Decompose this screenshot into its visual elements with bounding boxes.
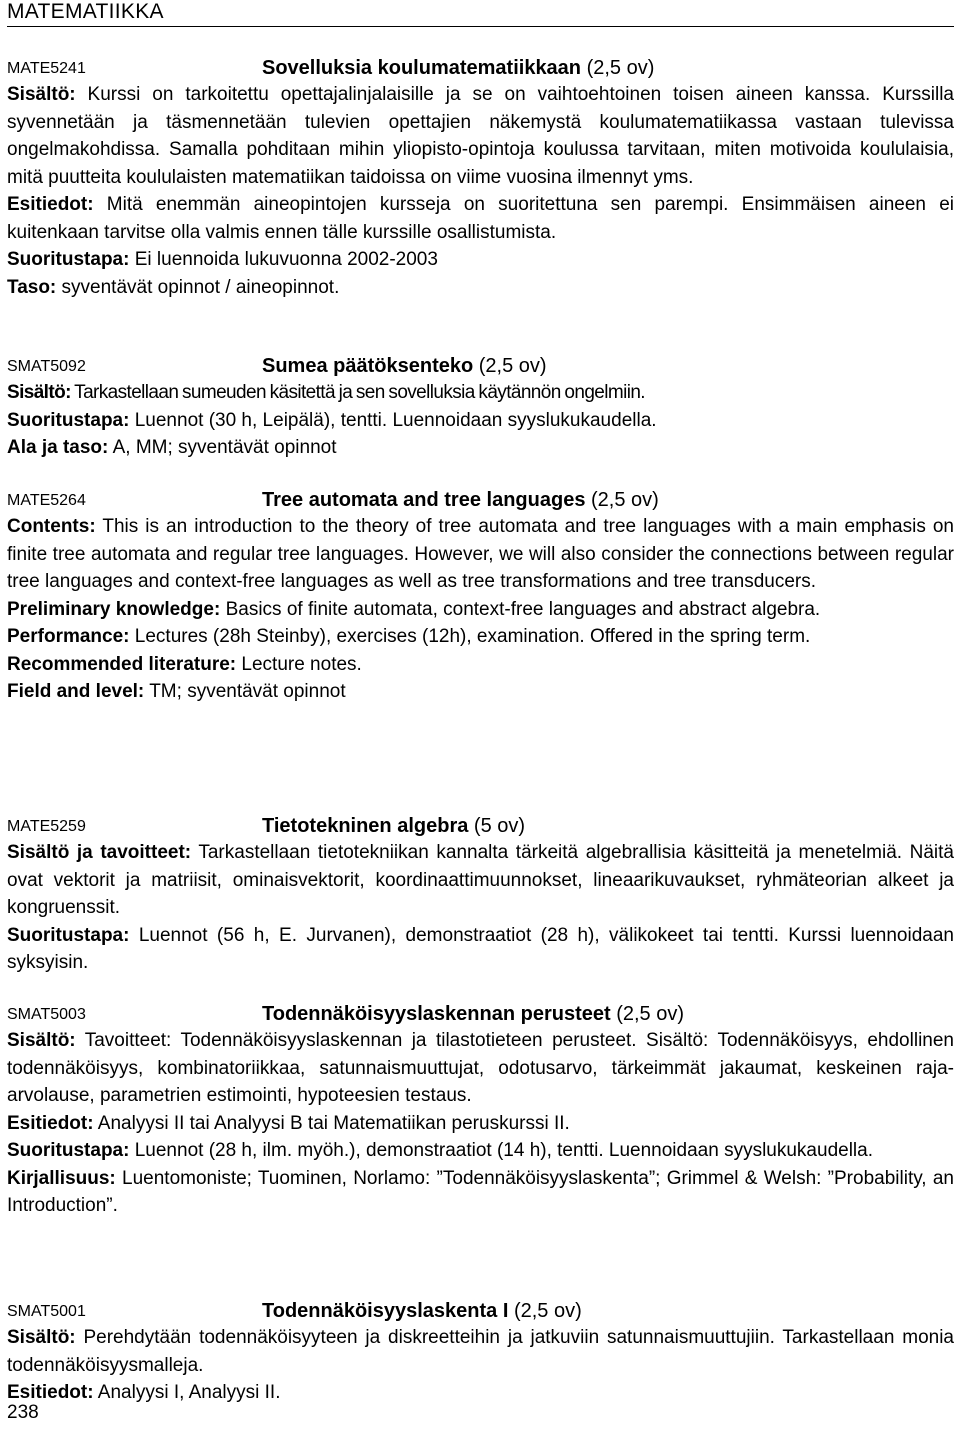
field-label: Suoritustapa: — [7, 249, 130, 270]
course-title: Todennäköisyyslaskennan perusteet — [262, 1003, 611, 1025]
field-label: Taso: — [7, 276, 57, 298]
course-code: SMAT5001 — [7, 1303, 86, 1320]
field-label: Sisältö: — [7, 84, 76, 105]
course-credits: (2,5 ov) — [513, 1300, 582, 1322]
course-header — [7, 813, 954, 839]
course-field — [7, 1137, 954, 1165]
course-code: SMAT5092 — [7, 358, 86, 375]
course-header — [7, 487, 954, 513]
field-label: Sisältö: — [7, 1327, 76, 1348]
course-field — [7, 513, 954, 596]
course-credits: (2,5 ov) — [586, 57, 655, 79]
field-text: Lectures (28h Steinby), exercises (12h), examination. Offered in the spring term. — [129, 626, 811, 647]
field-label: Field and level: — [7, 681, 145, 702]
course-title-line — [262, 487, 659, 513]
field-text: Basics of finite automata, context-free languages and abstract algebra. — [220, 598, 821, 620]
field-label: Suoritustapa: — [7, 924, 130, 946]
course-header — [7, 1298, 954, 1324]
field-label: Suoritustapa: — [7, 1140, 130, 1161]
course-title-line — [262, 1298, 582, 1324]
field-text: Tarkastellaan sumeuden käsitettä ja sen sovelluksia käytännön ongelmiin. — [70, 382, 645, 403]
course-title: Todennäköisyyslaskenta I — [262, 1300, 509, 1322]
course-field — [7, 678, 954, 706]
course-title: Sumea päätöksenteko — [262, 355, 474, 377]
field-text: Luennot (56 h, E. Jurvanen), demonstraatiot (28 h), välikokeet tai tentti. Kurssi luennoidaan syksyisin. — [7, 924, 954, 973]
field-text: Analyysi II tai Analyysi B tai Matematiikan peruskurssi II. — [93, 1112, 570, 1134]
field-label: Ala ja taso: — [7, 437, 109, 458]
field-label: Sisältö ja tavoitteet: — [7, 842, 192, 863]
course-credits: (2,5 ov) — [591, 489, 659, 511]
course-code: MATE5264 — [7, 492, 86, 509]
field-text: Mitä enemmän aineopintojen kursseja on suoritettuna sen parempi. Ensimmäisen aineen ei kuitenkaan tarvitse olla valmis ennen tälle kurssille osallistumista. — [7, 194, 954, 243]
field-text: Kurssi on tarkoitettu opettajalinjalaisille ja se on vaihtoehtoinen toisen aineen kanssa. Kurssilla syvennetään ja täsmennetään tulevien opettajien näkemystä koulumatematiikassa vastaan tulevissa ongelmakohdissa. Samalla pohditaan mihin yliopisto-opintoja koulussa tarvitaan, miten motivoida koululaisia, mitä puutteita koululaisten matematiikan taidoissa on viime vuosina ilmennyt yms. — [7, 84, 954, 188]
field-label: Recommended literature: — [7, 653, 237, 675]
field-text: This is an introduction to the theory of tree automata and tree languages with a main emphasis on finite tree automata and regular tree languages. However, we will also consider the connections between regular tree languages and context-free languages as well as tree transformations and tree transducers. — [7, 516, 954, 592]
course-credits: (2,5 ov) — [616, 1003, 685, 1025]
course-entry — [7, 55, 954, 301]
field-text: TM; syventävät opinnot — [144, 681, 346, 702]
course-entry — [7, 487, 954, 706]
field-label: Performance: — [7, 626, 130, 647]
course-code: SMAT5003 — [7, 1006, 86, 1023]
course-code: MATE5259 — [7, 818, 86, 835]
course-field — [7, 379, 954, 407]
header-rule — [7, 26, 954, 27]
field-label: Sisältö: — [7, 382, 71, 403]
field-text: Analyysi I, Analyysi II. — [93, 1382, 281, 1403]
course-title: Sovelluksia koulumatematiikkaan — [262, 57, 582, 79]
field-text: Tavoitteet: Todennäköisyyslaskennan ja tilastotieteen perusteet. Sisältö: Todennäköisyys, ehdollinen todennäköisyys, kombinatoriikkaa, satunnaismuuttujat, odotusarvo, tärkeimmät jakaumat, keskeinen raja-arvolause, parametrien estimointi, hypoteesien testaus. — [7, 1030, 954, 1106]
field-label: Esitiedot: — [7, 1382, 94, 1403]
course-field — [7, 1110, 954, 1138]
course-field — [7, 407, 954, 435]
course-header — [7, 55, 954, 81]
course-field — [7, 434, 954, 462]
field-text: Luennot (30 h, Leipälä), tentti. Luennoidaan syyslukukaudella. — [129, 409, 657, 431]
course-credits: (5 ov) — [473, 815, 526, 837]
course-title: Tietotekninen algebra — [262, 815, 469, 837]
field-text: A, MM; syventävät opinnot — [108, 437, 337, 458]
course-title-line — [262, 1001, 684, 1027]
course-field — [7, 839, 954, 922]
course-header — [7, 1001, 954, 1027]
course-field — [7, 596, 954, 624]
course-field — [7, 1324, 954, 1379]
course-entry — [7, 353, 954, 462]
field-text: Lecture notes. — [236, 653, 362, 675]
field-label: Preliminary knowledge: — [7, 598, 221, 620]
course-field — [7, 1165, 954, 1220]
field-text: syventävät opinnot / aineopinnot. — [56, 276, 340, 298]
field-text: Ei luennoida lukuvuonna 2002-2003 — [129, 249, 438, 270]
course-field — [7, 274, 954, 302]
course-field — [7, 623, 954, 651]
course-field — [7, 1027, 954, 1110]
course-header — [7, 353, 954, 379]
course-field — [7, 922, 954, 977]
course-title-line — [262, 55, 654, 81]
course-entry — [7, 813, 954, 977]
course-field — [7, 81, 954, 191]
field-label: Sisältö: — [7, 1030, 76, 1051]
section-title: MATEMATIIKKA — [7, 0, 164, 23]
field-text: Perehdytään todennäköisyyteen ja diskreetteihin ja jatkuviin satunnaismuuttujiin. Tarkastellaan monia todennäköisyysmalleja. — [7, 1327, 954, 1376]
field-text: Luentomoniste; Tuominen, Norlamo: ”Todennäköisyyslaskenta”; Grimmel & Welsh: ”Probability, an Introduction”. — [7, 1167, 954, 1216]
field-label: Kirjallisuus: — [7, 1167, 116, 1189]
field-label: Esitiedot: — [7, 194, 94, 215]
field-label: Esitiedot: — [7, 1112, 94, 1134]
course-title-line — [262, 353, 547, 379]
page-number: 238 — [7, 1402, 39, 1423]
course-field — [7, 651, 954, 679]
course-credits: (2,5 ov) — [478, 355, 547, 377]
field-text: Luennot (28 h, ilm. myöh.), demonstraatiot (14 h), tentti. Luennoidaan syyslukukaudella. — [129, 1140, 873, 1161]
course-field — [7, 191, 954, 246]
course-title: Tree automata and tree languages — [262, 489, 586, 511]
course-title-line — [262, 813, 525, 839]
field-label: Contents: — [7, 516, 96, 537]
course-code: MATE5241 — [7, 60, 86, 77]
course-field — [7, 1379, 954, 1407]
field-label: Suoritustapa: — [7, 409, 130, 431]
course-entry — [7, 1298, 954, 1407]
course-field — [7, 246, 954, 274]
course-entry — [7, 1001, 954, 1220]
field-text: Tarkastellaan tietotekniikan kannalta tärkeitä algebrallisia käsitteitä ja menetelmiä. Näitä ovat vektorit ja matriisit, ominaisvektorit, koordinaattimuunnokset, lineaarikuvaukset, ryhmäteorian alkeet ja kongruenssit. — [7, 842, 954, 918]
